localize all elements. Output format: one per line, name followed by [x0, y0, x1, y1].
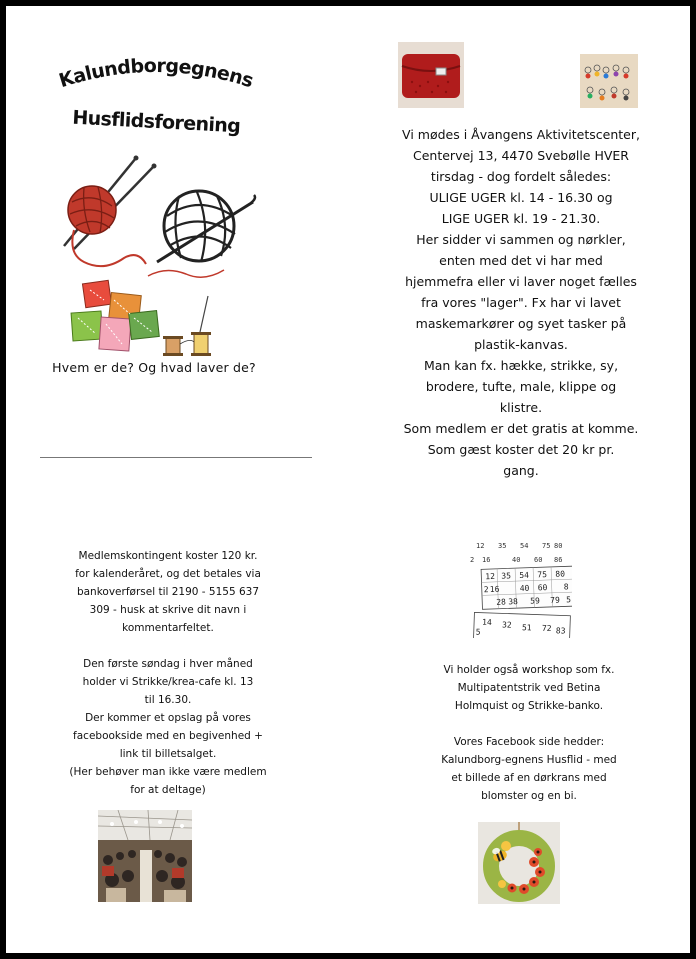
- meetings-line: Her sidder vi sammen og nørkler,: [416, 232, 626, 247]
- workshop-line: blomster og en bi.: [481, 790, 577, 802]
- title-arc: [46, 48, 266, 148]
- bingo-row: 51: [521, 623, 532, 633]
- membership-line: 309 - husk at skrive dit navn i: [89, 604, 247, 616]
- patchwork-icon: [70, 278, 230, 360]
- membership-line: for at deltage): [130, 784, 206, 796]
- bingo-row: 60: [537, 583, 548, 593]
- bingo-row: 2: [483, 585, 489, 595]
- membership-line: facebookside med en begivenhed +: [73, 730, 263, 742]
- stitch-markers-photo: [580, 54, 638, 108]
- bingo-row: 40: [519, 583, 530, 594]
- bingo-row: 75: [542, 542, 551, 550]
- membership-spacer: [40, 637, 296, 655]
- meetings-line: maskemarkører og syet tasker på: [415, 316, 627, 331]
- bingo-row: 54: [520, 542, 529, 550]
- membership-line: kommentarfeltet.: [122, 622, 214, 634]
- bingo-row: 59: [530, 596, 541, 606]
- meetings-line: tirsdag - dog fordelt således:: [430, 169, 612, 184]
- workshop-spacer: [396, 715, 662, 733]
- bingo-row: 80: [555, 569, 566, 579]
- membership-line: for kalenderåret, og det betales via: [75, 568, 261, 580]
- bingo-row: 16: [489, 584, 500, 595]
- door-wreath-photo: [478, 822, 560, 904]
- knitting-cafe-photo: [98, 810, 192, 902]
- workshop-line: Kalundborg-egnens Husflid - med: [441, 754, 617, 766]
- workshop-line: et billede af en dørkrans med: [451, 772, 607, 784]
- membership-line: til 16.30.: [144, 694, 192, 706]
- meetings-line: brodere, tufte, male, klippe og: [425, 379, 617, 394]
- workshop-line: Vores Facebook side hedder:: [453, 736, 605, 748]
- membership-line: link til billetsalget.: [119, 748, 217, 760]
- bingo-row: 38: [508, 597, 519, 607]
- membership-text: [40, 547, 296, 799]
- title-line-2: Husflidsforening: [71, 106, 241, 138]
- workshop-line: Vi holder også workshop som fx.: [443, 664, 615, 676]
- meetings-line: ULIGE UGER kl. 14 - 16.30 og: [429, 190, 613, 205]
- meetings-line: hjemmefra eller vi laver noget fælles: [405, 274, 637, 289]
- bingo-cards-image: [468, 540, 572, 638]
- bingo-row: 54: [519, 570, 530, 581]
- meetings-line: fra vores "lager". Fx har vi lavet: [421, 295, 621, 310]
- bingo-row: 5: [566, 595, 572, 605]
- meetings-line: Vi mødes i Åvangens Aktivitetscenter,: [402, 127, 640, 142]
- bingo-row: 60: [534, 556, 543, 564]
- bingo-row: 12: [476, 542, 485, 550]
- meetings-line: Man kan fx. hække, strikke, sy,: [423, 358, 619, 373]
- bingo-row: 80: [554, 542, 563, 550]
- meetings-line: plastik-kanvas.: [474, 337, 568, 352]
- red-bag-photo: [398, 42, 464, 108]
- white-yarn-ball-icon: [151, 186, 261, 276]
- bingo-row: 14: [481, 617, 492, 628]
- membership-line: holder vi Strikke/krea-cafe kl. 13: [82, 676, 254, 688]
- workshop-text: [396, 661, 662, 805]
- meetings-line: Som gæst koster det 20 kr pr.: [427, 442, 615, 457]
- bingo-row: 79: [550, 595, 561, 605]
- bingo-row: 83: [555, 626, 566, 636]
- bingo-row: 2: [470, 556, 475, 564]
- membership-line: Medlemskontingent koster 120 kr.: [78, 550, 258, 562]
- bingo-row: 12: [485, 571, 496, 582]
- meetings-line: Som medlem er det gratis at komme.: [403, 421, 639, 436]
- meetings-line: klistre.: [499, 400, 543, 415]
- meetings-line: gang.: [503, 463, 539, 478]
- svg-text:Kalundborgegnens: [56, 55, 255, 92]
- membership-line: bankoverførsel til 2190 - 5155 637: [76, 586, 260, 598]
- bingo-row: 8: [563, 582, 569, 592]
- bingo-row: 40: [512, 556, 521, 564]
- membership-line: Der kommer et opslag på vores: [85, 712, 251, 724]
- meetings-text: [382, 124, 660, 481]
- flyer-sheet: [6, 6, 690, 953]
- bingo-row: 35: [498, 542, 507, 550]
- meetings-line: LIGE UGER kl. 19 - 21.30.: [441, 211, 601, 226]
- intro-question: Hvem er de? Og hvad laver de?: [52, 360, 256, 375]
- bingo-row: 75: [537, 570, 548, 580]
- bingo-row: 86: [554, 556, 563, 564]
- meetings-line: enten med det vi har med: [439, 253, 603, 268]
- title-line-1: Kalundborgegnens: [56, 54, 256, 93]
- bingo-row: 72: [541, 623, 552, 634]
- bingo-row: 16: [482, 556, 491, 564]
- bingo-row: 5: [475, 627, 481, 637]
- workshop-line: Multipatentstrik ved Betina: [457, 682, 601, 694]
- bingo-row: 32: [501, 620, 512, 630]
- membership-line: Den første søndag i hver måned: [83, 658, 253, 670]
- bingo-row: 35: [501, 571, 512, 581]
- meetings-line: Centervej 13, 4470 Svebølle HVER: [413, 148, 629, 163]
- section-divider: [40, 457, 312, 458]
- workshop-line: Holmquist og Strikke-banko.: [454, 700, 604, 712]
- bingo-row: 28: [496, 597, 507, 607]
- membership-line: (Her behøver man ikke være medlem: [69, 766, 267, 778]
